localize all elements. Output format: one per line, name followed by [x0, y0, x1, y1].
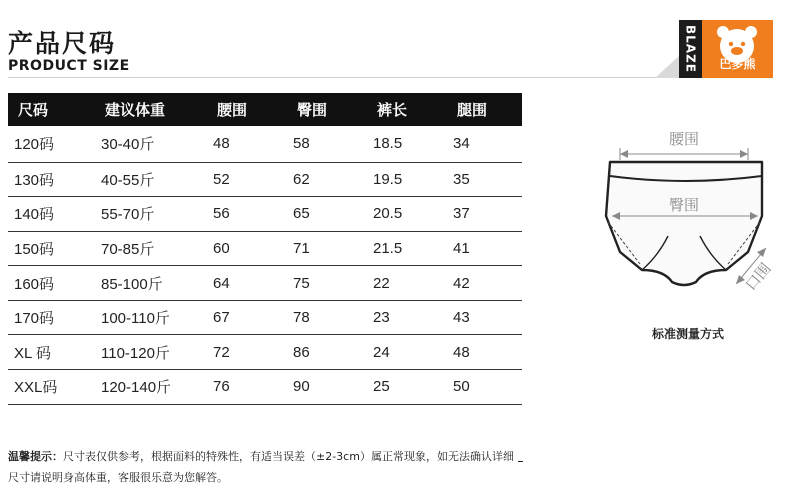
leg-opening-label: 口围 [741, 259, 775, 295]
table-cell: 100-110斤 [95, 300, 207, 335]
table-cell: 64 [207, 266, 287, 301]
diagram-caption: 标准测量方式 [651, 327, 724, 341]
table-cell: 130码 [8, 162, 95, 197]
table-cell: 55-70斤 [95, 197, 207, 232]
table-cell: 50 [447, 370, 522, 405]
table-cell: 48 [447, 335, 522, 370]
table-header-row [8, 93, 522, 126]
brand-logo-text: 巴多熊 [719, 57, 756, 71]
table-cell: 72 [207, 335, 287, 370]
tip-note [8, 446, 523, 488]
waist-label: 腰围 [668, 130, 700, 148]
table-cell: 41 [447, 231, 522, 266]
page-title: 产品尺码 [8, 29, 117, 58]
table-cell: 150码 [8, 231, 95, 266]
header-divider [8, 77, 663, 78]
table-cell: 25 [367, 370, 447, 405]
table-cell: 18.5 [367, 126, 447, 162]
table-cell: 90 [287, 370, 367, 405]
table-cell: 30-40斤 [95, 126, 207, 162]
measurement-diagram [598, 124, 778, 314]
table-cell: 140码 [8, 197, 95, 232]
table-row [8, 300, 522, 335]
table-cell: 120码 [8, 126, 95, 162]
table-cell: 86 [287, 335, 367, 370]
table-cell: 67 [207, 300, 287, 335]
table-cell: 120-140斤 [95, 370, 207, 405]
table-cell: XXL码 [8, 370, 95, 405]
table-cell: 24 [367, 335, 447, 370]
table-row [8, 266, 522, 301]
table-cell: 160码 [8, 266, 95, 301]
table-row [8, 197, 522, 232]
note-mark [518, 461, 523, 462]
brand-name: BLAZE [683, 25, 698, 73]
table-cell: 42 [447, 266, 522, 301]
tip-text: 尺寸表仅供参考，根据面料的特殊性，有适当误差（±2-3cm）属正常现象，如无法确认详细尺寸请说明身高体重，客服很乐意为您解答。 [8, 450, 514, 484]
table-cell: 19.5 [367, 162, 447, 197]
table-cell: 20.5 [367, 197, 447, 232]
column-header-waist: 腰围 [207, 93, 287, 126]
column-header-weight: 建议体重 [95, 93, 207, 126]
table-cell: 76 [207, 370, 287, 405]
table-cell: 21.5 [367, 231, 447, 266]
table-cell: XL 码 [8, 335, 95, 370]
table-cell: 48 [207, 126, 287, 162]
table-cell: 52 [207, 162, 287, 197]
table-cell: 170码 [8, 300, 95, 335]
table-row [8, 162, 522, 197]
size-table [8, 93, 522, 405]
table-row [8, 231, 522, 266]
table-cell: 37 [447, 197, 522, 232]
table-cell: 43 [447, 300, 522, 335]
table-cell: 62 [287, 162, 367, 197]
tip-label: 温馨提示： [8, 450, 63, 463]
column-header-hip: 臀围 [287, 93, 367, 126]
column-header-leg: 腿围 [447, 93, 522, 126]
table-cell: 22 [367, 266, 447, 301]
table-cell: 78 [287, 300, 367, 335]
table-cell: 58 [287, 126, 367, 162]
table-cell: 110-120斤 [95, 335, 207, 370]
table-row [8, 126, 522, 162]
table-cell: 23 [367, 300, 447, 335]
page-subtitle: PRODUCT SIZE [8, 58, 130, 74]
table-cell: 75 [287, 266, 367, 301]
table-row [8, 335, 522, 370]
column-header-size: 尺码 [8, 93, 95, 126]
table-cell: 70-85斤 [95, 231, 207, 266]
table-cell: 56 [207, 197, 287, 232]
table-cell: 60 [207, 231, 287, 266]
column-header-length: 裤长 [367, 93, 447, 126]
table-cell: 34 [447, 126, 522, 162]
header-wedge [655, 56, 679, 78]
table-cell: 35 [447, 162, 522, 197]
hip-label: 臀围 [668, 196, 700, 214]
table-cell: 71 [287, 231, 367, 266]
table-cell: 65 [287, 197, 367, 232]
table-row [8, 370, 522, 405]
table-cell: 40-55斤 [95, 162, 207, 197]
table-cell: 85-100斤 [95, 266, 207, 301]
